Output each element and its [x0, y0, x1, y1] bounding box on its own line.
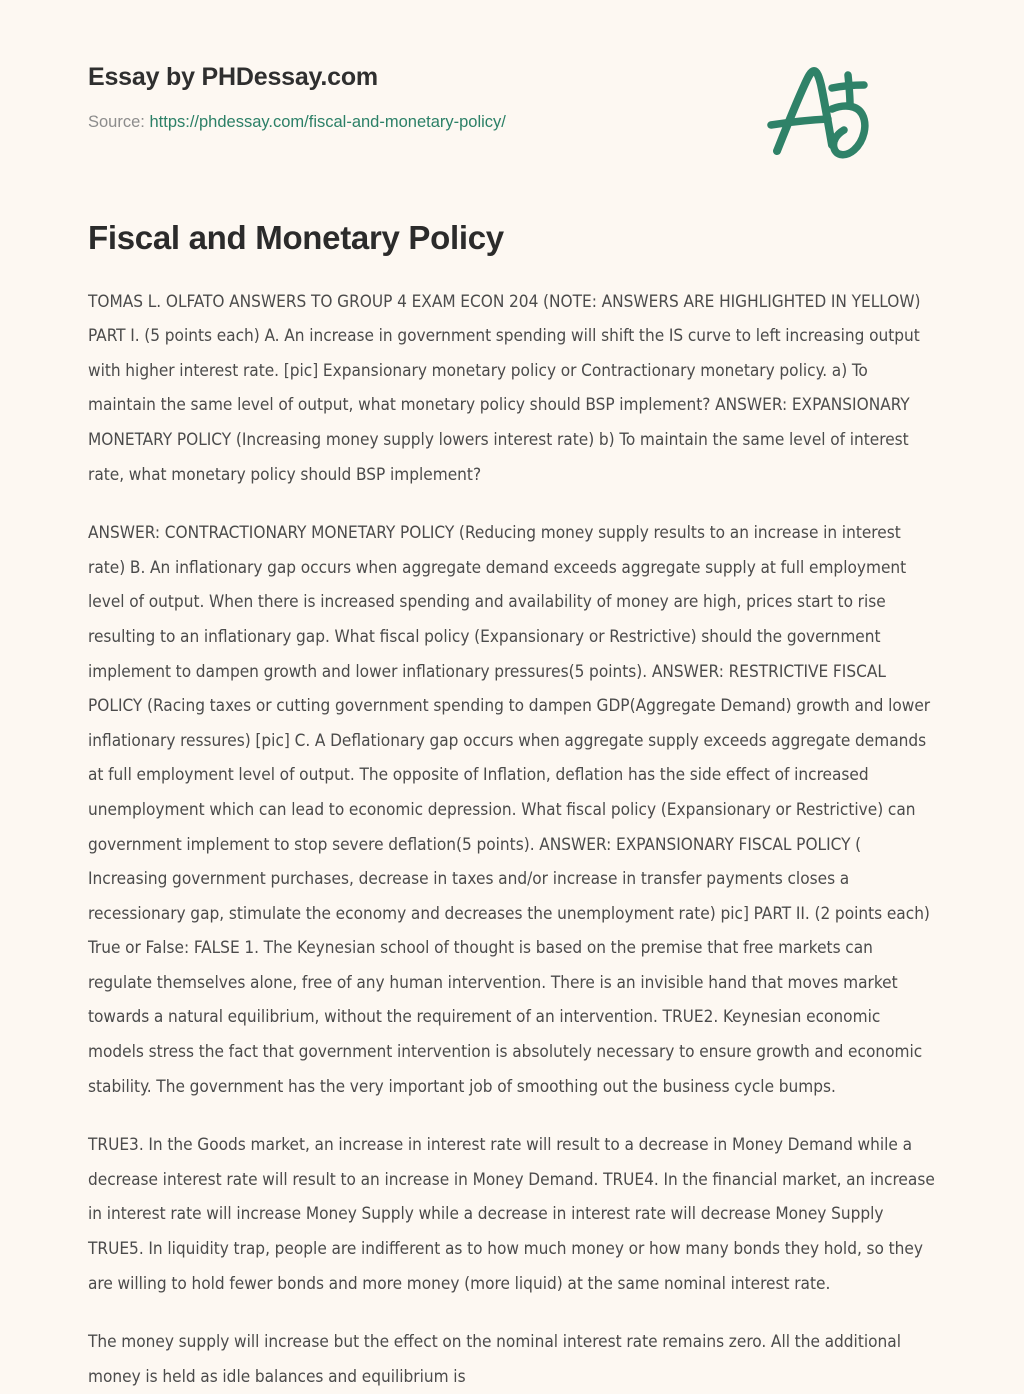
brand-title: Essay by PHDessay.com — [88, 63, 378, 91]
paragraph: TRUE3. In the Goods market, an increase in interest rate will result to a decrease in Money Demand while a decrease interest rate will result to an increase in Money Demand. TRUE4. In the financial market, an increase in interest rate will increase Money Supply while a decrease in interest rate will decrease Money Supply TRUE5. In liquidity trap, people are indifferent as to how much money or how many bonds they hold, so they are willing to hold fewer bonds and more money (more liquid) at the same nominal interest rate. — [88, 1135, 935, 1294]
page-header — [88, 0, 936, 131]
paragraph: The money supply will increase but the effect on the nominal interest rate remains zero. All the additional money is held as idle balances and equilibrium is — [88, 1332, 901, 1387]
aplus-logo-icon — [756, 52, 896, 167]
source-url-link[interactable]: https://phdessay.com/fiscal-and-monetary-policy/ — [149, 113, 506, 131]
source-label: Source: — [88, 113, 145, 131]
page-title: Fiscal and Monetary Policy — [88, 219, 504, 256]
paragraph: TOMAS L. OLFATO ANSWERS TO GROUP 4 EXAM ECON 204 (NOTE: ANSWERS ARE HIGHLIGHTED IN YELLOW) PART I. (5 points each) A. An increase in government spending will shift the IS curve to left increasing output with higher interest rate. [pic] Expansionary monetary policy or Contractionary monetary policy. a) To maintain the same level of output, what monetary policy should BSP implement? ANSWER: EXPANSIONARY MONETARY POLICY (Increasing money supply lowers interest rate) b) To maintain the same level of interest rate, what monetary policy should BSP implement? — [88, 291, 921, 485]
paragraph: ANSWER: CONTRACTIONARY MONETARY POLICY (Reducing money supply results to an increase in interest rate) B. An inflationary gap occurs when aggregate demand exceeds aggregate supply at full employment level of output. When there is increased spending and availability of money are high, prices start to rise resulting to an inflationary gap. What fiscal policy (Expansionary or Restrictive) should the government implement to dampen growth and lower inflationary pressures(5 points). ANSWER: RESTRICTIVE FISCAL POLICY (Racing taxes or cutting government spending to dampen GDP(Aggregate Demand) growth and lower inflationary ressures) [pic] C. A Deflationary gap occurs when aggregate supply exceeds aggregate demands at full employment level of output. The opposite of Inflation, deflation has the side effect of increased unemployment which can lead to economic depression. What fiscal policy (Expansionary or Restrictive) can government implement to stop severe deflation(5 points). ANSWER: EXPANSIONARY FISCAL POLICY ( Increasing government purchases, decrease in taxes and/or increase in transfer payments closes a recessionary gap, stimulate the economy and decreases the unemployment rate) pic] PART II. (2 points each) True or False: FALSE 1. The Keynesian school of thought is based on the premise that free markets can regulate themselves alone, free of any human intervention. There is an invisible hand that moves market towards a natural equilibrium, without the requirement of an intervention. TRUE2. Keynesian economic models stress the fact that government intervention is absolutely necessary to ensure growth and economic stability. The government has the very important job of smoothing out the business cycle bumps. — [88, 523, 931, 1097]
article-body — [88, 258, 940, 1394]
